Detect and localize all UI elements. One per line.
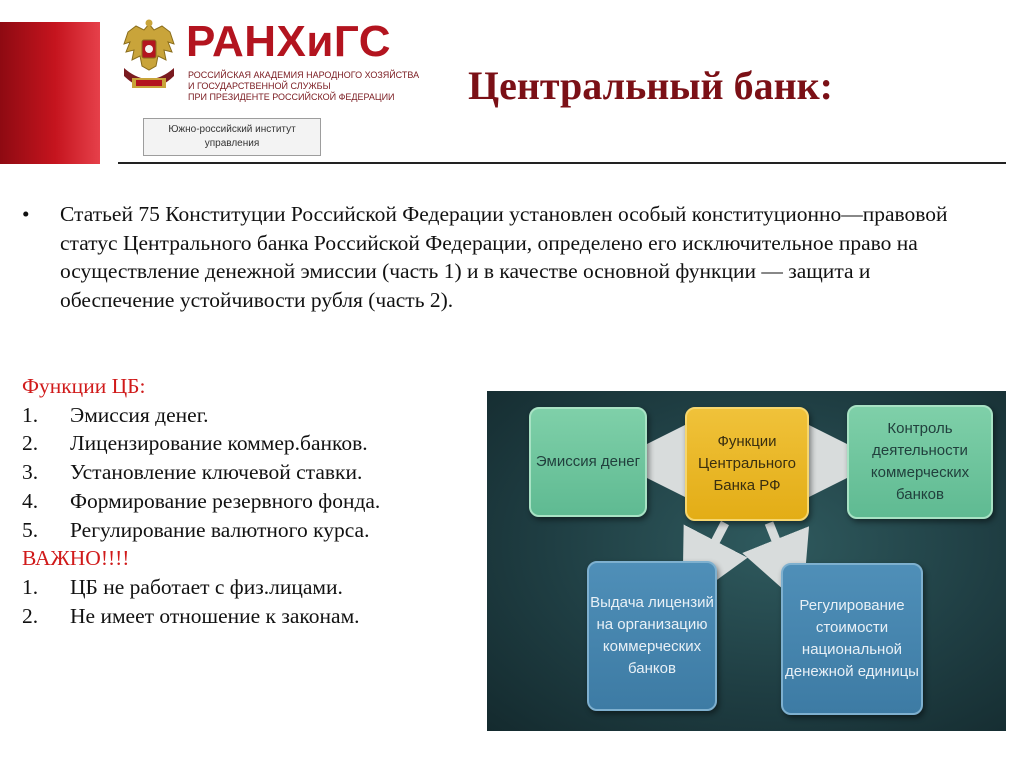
functions-heading: Функции ЦБ: <box>22 374 146 398</box>
header-red-bar <box>0 22 100 164</box>
institute-line: Южно-российский институт <box>168 124 296 135</box>
list-number: 1. <box>22 574 39 599</box>
main-paragraph: Статьей 75 Конституции Российской Федерации установлен особый конституционно—правовой статус Центрального банка Российской Федерации, определено его исключительное право на осуществление денежной эмиссии (часть 1) и в качестве основной функции — защита и обеспечение устойчивости рубля (часть 2). <box>60 202 948 312</box>
list-text: Не имеет отношение к законам. <box>70 603 360 628</box>
list-item <box>22 458 380 487</box>
list-item <box>22 429 380 458</box>
list-number: 5. <box>22 517 39 542</box>
list-text: Установление ключевой ставки. <box>70 460 363 485</box>
diagram-box-licensing: Выдача лицензий на организацию коммерческих банков <box>587 561 717 711</box>
logo-title: РАНХиГС <box>186 17 392 66</box>
logo-subtitle <box>188 70 420 103</box>
page-title: Центральный банк: <box>468 63 833 108</box>
list-item <box>22 401 380 430</box>
list-item <box>22 487 380 516</box>
list-text: Формирование резервного фонда. <box>70 488 381 513</box>
list-text: Лицензирование коммер.банков. <box>70 431 368 456</box>
diagram-box-control: Контроль деятельности коммерческих банков <box>847 405 993 519</box>
diagram-box-center: Функции Центрального Банка РФ <box>685 407 809 521</box>
cb-functions-diagram <box>487 391 1006 731</box>
list-item <box>22 602 380 631</box>
list-text: Эмиссия денег. <box>70 402 209 427</box>
list-number: 2. <box>22 603 39 628</box>
functions-list <box>22 372 380 630</box>
list-item <box>22 516 380 545</box>
main-paragraph-block <box>22 200 952 314</box>
list-number: 2. <box>22 431 39 456</box>
logo-subtitle-line: ПРИ ПРЕЗИДЕНТЕ РОССИЙСКОЙ ФЕДЕРАЦИИ <box>188 92 395 102</box>
diagram-box-currency: Регулирование стоимости национальной денежной единицы <box>781 563 923 715</box>
institute-line: управления <box>204 138 260 149</box>
list-item <box>22 573 380 602</box>
list-text: Регулирование валютного курса. <box>70 517 370 542</box>
list-number: 3. <box>22 460 39 485</box>
list-number: 4. <box>22 488 39 513</box>
diagram-box-emission: Эмиссия денег <box>529 407 647 517</box>
list-text: ЦБ не работает с физ.лицами. <box>70 574 343 599</box>
institute-label-box <box>143 118 321 156</box>
logo-subtitle-line: РОССИЙСКАЯ АКАДЕМИЯ НАРОДНОГО ХОЗЯЙСТВА <box>188 70 420 80</box>
logo-subtitle-line: И ГОСУДАРСТВЕННОЙ СЛУЖБЫ <box>188 81 331 91</box>
important-heading: ВАЖНО!!!! <box>22 546 130 571</box>
double-headed-eagle-emblem-icon <box>118 18 180 104</box>
title-divider <box>118 162 1006 164</box>
list-number: 1. <box>22 402 39 427</box>
bullet-marker: • <box>22 202 30 226</box>
